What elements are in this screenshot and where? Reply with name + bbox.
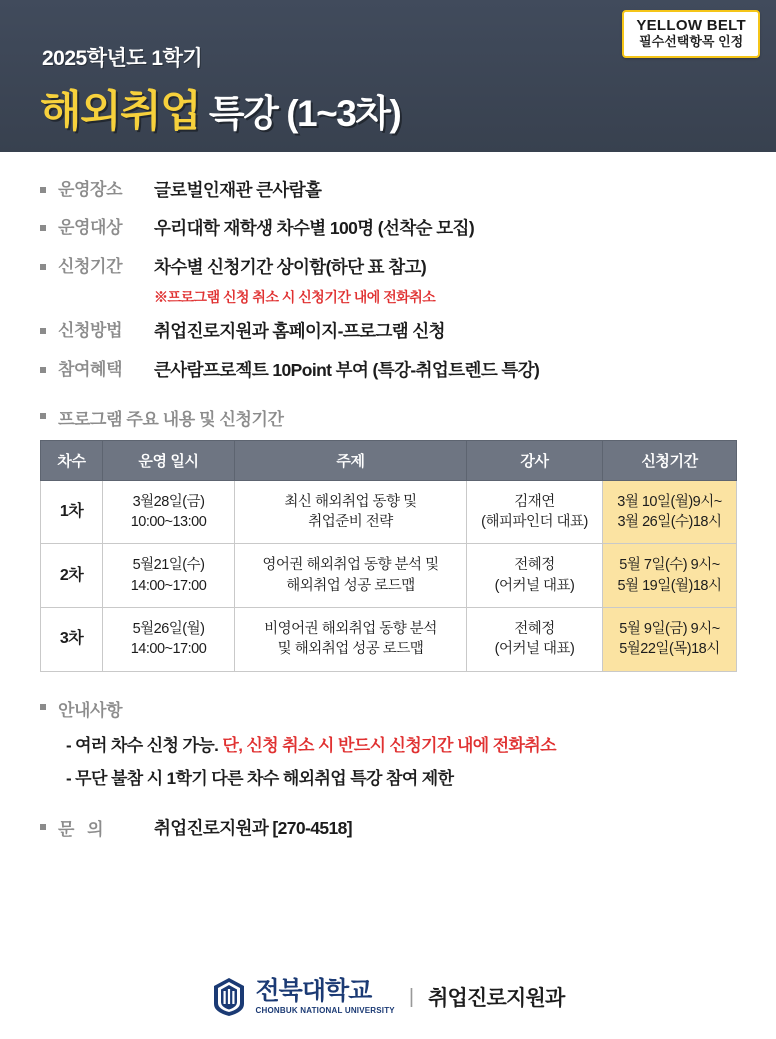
square-bullet-icon [40,824,46,830]
yellow-belt-badge [622,10,760,58]
square-bullet-icon [40,704,46,710]
contact-value: 취업진로지원과 [270-4518] [154,817,353,838]
col-header-datetime: 운영 일시 [103,440,235,480]
cell-lecturer-affiliation: (어커널 대표) [494,577,575,594]
cell-period-start: 5월 9일(금) 9시~ [619,621,720,638]
square-bullet-icon [40,225,46,231]
square-bullet-icon [40,264,46,270]
badge-subtitle: 필수선택항목 인정 [639,34,744,50]
cell-datetime [103,544,235,608]
cell-topic [235,608,467,672]
cell-datetime-line2: 14:00~17:00 [130,641,207,658]
cell-topic-line2: 취업준비 전략 [308,514,393,531]
table-row [41,544,737,608]
notice-line-1-warning: 단, 신청 취소 시 반드시 신청기간 내에 전화취소 [222,735,556,755]
poster-footer [0,977,776,1017]
poster-content [0,152,776,840]
cell-lecturer-affiliation: (해피파인더 대표) [481,514,588,531]
footer-divider: | [408,985,415,1008]
notice-line-1 [66,731,736,756]
contact-label: 문 의 [58,819,108,839]
cell-topic-line2: 해외취업 성공 로드맵 [286,577,415,594]
cell-datetime-line1: 5월26일(월) [132,621,205,638]
university-name [256,979,395,1015]
badge-title: YELLOW BELT [636,17,746,34]
info-list [40,178,736,383]
cell-datetime [103,480,235,544]
page-title-rest: 특강 (1~3차) [200,93,401,134]
square-bullet-icon [40,328,46,334]
cell-period [603,608,737,672]
info-label: 신청방법 [58,321,123,341]
info-row-venue [40,178,736,203]
cell-datetime-line2: 10:00~13:00 [130,514,207,531]
info-label: 참여혜택 [58,359,123,379]
cell-datetime-line1: 5월21일(수) [132,557,205,574]
info-label: 신청기간 [58,256,123,276]
cell-lecturer [467,544,603,608]
info-value: 우리대학 재학생 차수별 100명 (선착순 모집) [154,218,475,239]
cell-period-start: 5월 7일(수) 9시~ [619,557,720,574]
info-value: 글로벌인재관 큰사람홀 [154,180,322,200]
info-label: 운영대상 [58,218,123,238]
notice-section [40,696,736,840]
cell-topic-line2: 및 해외취업 성공 로드맵 [277,641,424,658]
info-value: 큰사람프로젝트 10Point 부여 (특강-취업트렌드 특강) [154,359,540,380]
page-title [40,78,400,139]
notice-section-title: 안내사항 [58,700,123,720]
cell-period [603,480,737,544]
page-title-highlight: 해외취업 [40,88,201,136]
cell-datetime [103,608,235,672]
info-row-application-period [40,255,736,280]
square-bullet-icon [40,413,46,419]
square-bullet-icon [40,187,46,193]
cell-period-end: 5월22일(목)18시 [619,641,720,658]
info-value: 취업진로지원과 홈페이지-프로그램 신청 [154,321,445,342]
notice-line-1-prefix: - 여러 차수 신청 가능. [66,735,223,755]
schedule-table [40,440,737,672]
cell-period-end: 3월 26일(수)18시 [617,514,722,531]
schedule-section-title: 프로그램 주요 내용 및 신청기간 [58,409,284,429]
cell-topic-line1: 최신 해외취업 동향 및 [284,493,417,510]
cell-round: 1차 [41,480,103,544]
cell-period-end: 5월 19일(월)18시 [617,577,722,594]
cell-lecturer [467,608,603,672]
col-header-period: 신청기간 [603,440,737,480]
cell-topic-line1: 영어권 해외취업 동향 분석 및 [262,557,439,574]
info-row-how-to-apply [40,319,736,344]
notice-section-head [40,696,736,721]
cell-period [603,544,737,608]
table-header-row [41,440,737,480]
semester-label: 2025학년도 1학기 [42,47,203,70]
cell-lecturer-name: 김재연 [514,493,555,510]
info-row-audience [40,216,736,241]
square-bullet-icon [40,367,46,373]
contact-row [40,815,736,840]
university-name-en: CHONBUK NATIONAL UNIVERSITY [255,1006,395,1015]
info-row-benefits [40,358,736,383]
university-name-kr: 전북대학교 [255,977,372,1005]
table-row [41,608,737,672]
info-value: 차수별 신청기간 상이함(하단 표 참고) [154,256,427,277]
poster-header [0,0,776,152]
cell-topic [235,544,467,608]
cell-topic-line1: 비영어권 해외취업 동향 분석 [264,621,437,638]
university-emblem-icon [212,977,246,1017]
cell-lecturer [467,480,603,544]
cell-lecturer-name: 전혜정 [514,621,555,638]
cell-round: 2차 [41,544,103,608]
footer-department: 취업진로지원과 [428,987,565,1010]
cell-topic [235,480,467,544]
cell-datetime-line1: 3월28일(금) [132,493,205,510]
notice-line-2: - 무단 불참 시 1학기 다른 차수 해외취업 특강 참여 제한 [66,768,454,788]
cancel-note-row [40,287,736,307]
cell-lecturer-affiliation: (어커널 대표) [494,641,575,658]
table-row [41,480,737,544]
cancel-note: ※프로그램 신청 취소 시 신청기간 내에 전화취소 [154,289,436,306]
col-header-lecturer: 강사 [467,440,603,480]
col-header-round: 차수 [41,440,103,480]
cell-datetime-line2: 14:00~17:00 [130,577,207,594]
info-label: 운영장소 [58,180,123,199]
cell-lecturer-name: 전혜정 [514,557,555,574]
cell-period-start: 3월 10일(월)9시~ [617,493,722,510]
col-header-topic: 주제 [235,440,467,480]
schedule-section-head [40,405,736,430]
cell-round: 3차 [41,608,103,672]
